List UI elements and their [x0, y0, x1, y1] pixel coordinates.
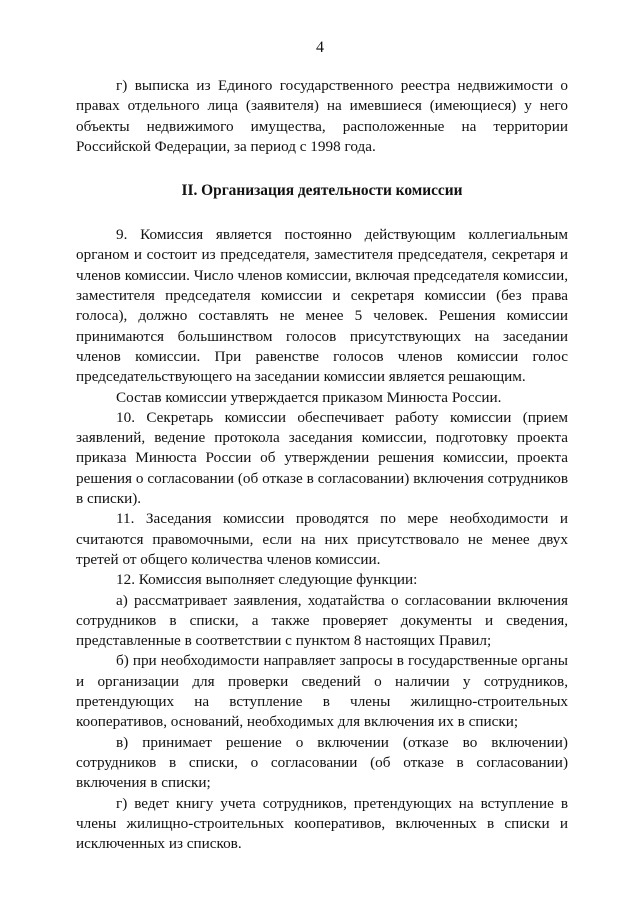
document-body: [76, 76, 568, 854]
paragraph-composition: Состав комиссии утверждается приказом Минюста России.: [116, 388, 502, 406]
paragraph-10: 10. Секретарь комиссии обеспечивает работу комиссии (прием заявлений, ведение протокола заседания комиссии, подготовку проекта приказа Минюста России об утверждении решения комиссии, проекта решения о согласовании (об отказе в согласовании) включения сотрудников в списки).: [76, 408, 568, 508]
paragraph-12-b: б) при необходимости направляет запросы в государственные органы и организации для проверки сведений о наличии у сотрудников, претендующих на вступление в члены жилищно-строительных кооперативов, оснований, необходимых для включения их в списки;: [76, 652, 568, 731]
paragraph-12-g: г) ведет книгу учета сотрудников, претендующих на вступление в члены жилищно-строительных кооперативов, включенных в списки и исключенных из списков.: [76, 794, 568, 853]
paragraph-12-v: в) принимает решение о включении (отказе во включении) сотрудников в списки, о согласовании (об отказе в согласовании) включения в списки;: [76, 733, 568, 792]
paragraph-9: 9. Комиссия является постоянно действующим коллегиальным органом и состоит из председателя, заместителя председателя, секретаря и членов комиссии. Число членов комиссии, включая председателя комиссии, заместителя председателя комиссии и секретаря комиссии (без права голоса), должно составлять не менее 5 человек. Решения комиссии принимаются большинством голосов присутствующих на заседании членов комиссии. При равенстве голосов членов комиссии голос председательствующего на заседании комиссии является решающим.: [76, 226, 568, 386]
paragraph-extract-registry: г) выписка из Единого государственного реестра недвижимости о правах отдельного лица (заявителя) на имевшиеся (имеющиеся) у него объекты недвижимого имущества, расположенные на территории Российской Федерации, за период с 1998 года.: [76, 77, 568, 155]
page-number: 4: [316, 39, 324, 56]
paragraph-11: 11. Заседания комиссии проводятся по мере необходимости и считаются правомочными, если на них присутствовало не менее двух третей от общего количества членов комиссии.: [76, 510, 568, 568]
paragraph-12: 12. Комиссия выполняет следующие функции:: [116, 571, 418, 589]
section-title: II. Организация деятельности комиссии: [181, 182, 463, 200]
paragraph-12-a: а) рассматривает заявления, ходатайства о согласовании включения сотрудников в списки, а также проверяет документы и сведения, представленные в соответствии с пунктом 8 настоящих Правил;: [76, 591, 568, 650]
